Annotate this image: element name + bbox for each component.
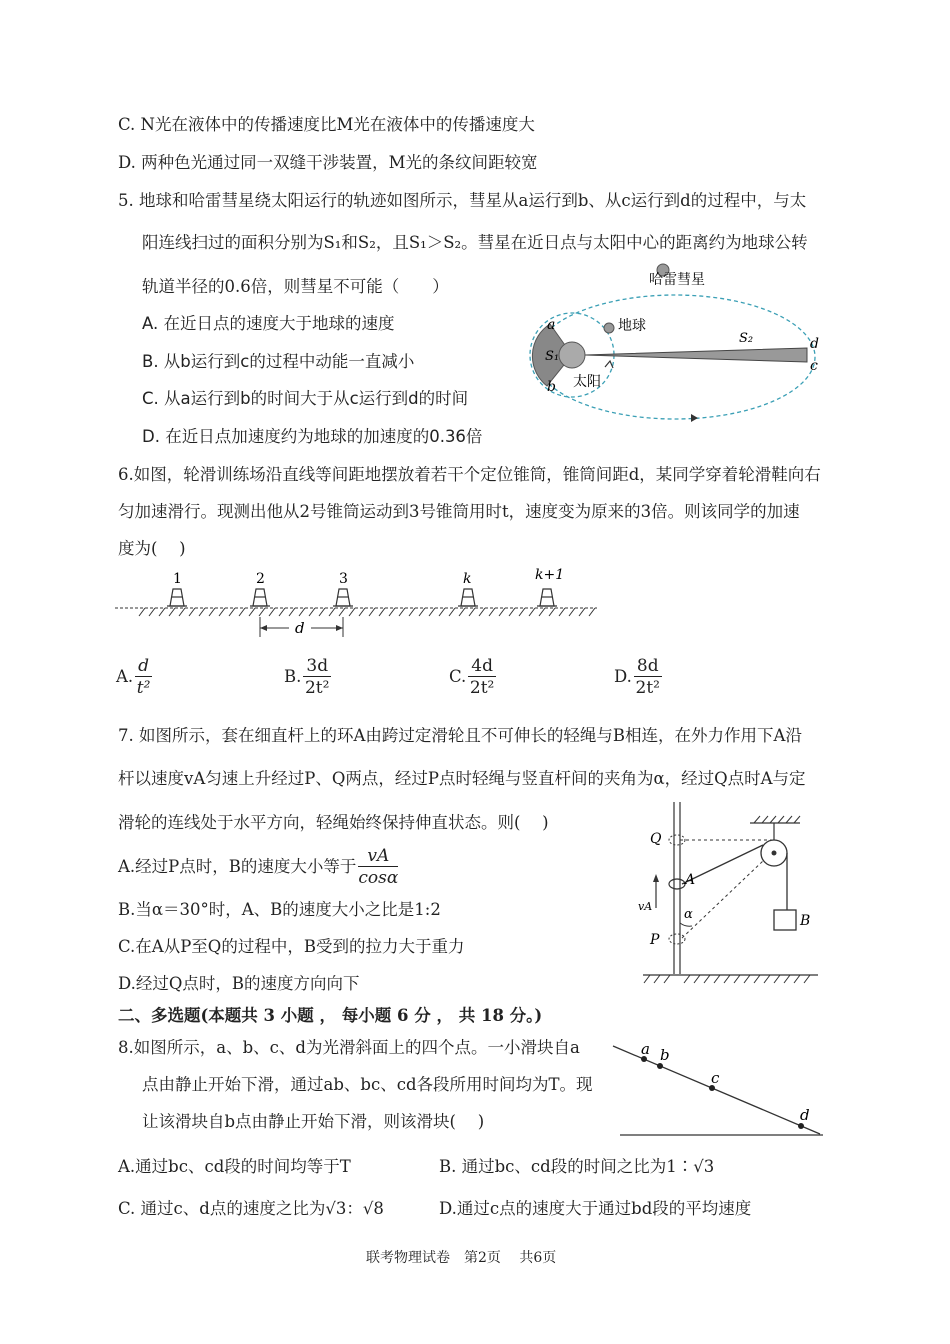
q6-option-b bbox=[284, 656, 331, 699]
point-q-label: Q bbox=[650, 831, 662, 847]
ring-p bbox=[669, 934, 685, 944]
ceiling-hatch bbox=[754, 816, 800, 823]
q5-option-b: B. 从b运行到c的过程中动能一直减小 bbox=[142, 352, 415, 371]
point-c-label: c bbox=[711, 1069, 720, 1087]
q6-option-b-den: 2t² bbox=[304, 678, 330, 698]
q7-stem-line1: 7. 如图所示，套在细直杆上的环A由跨过定滑轮且不可伸长的轻绳与B相连，在外力作用下A沿 bbox=[118, 726, 802, 745]
sun bbox=[559, 342, 585, 368]
comet-direction-arrow bbox=[691, 414, 698, 422]
cone-2-label: 2 bbox=[256, 571, 265, 587]
block-b-label: B bbox=[800, 913, 811, 929]
ring-a-label: A bbox=[685, 872, 696, 888]
q7-option-d: D.经过Q点时，B的速度方向向下 bbox=[118, 974, 360, 993]
velocity-label: vA bbox=[638, 900, 653, 913]
orbit-diagram bbox=[525, 262, 825, 422]
q7-option-a bbox=[118, 846, 398, 889]
q8-stem-line2: 点由静止开始下滑，通过ab、bc、cd各段所用时间均为T。现 bbox=[142, 1075, 593, 1094]
q6-option-c-num: 4d bbox=[468, 656, 496, 677]
incline-diagram bbox=[605, 1034, 830, 1144]
block-b bbox=[774, 910, 796, 930]
q6-option-a bbox=[116, 656, 152, 699]
alpha-arc bbox=[680, 923, 692, 926]
cone-k-label: k bbox=[463, 571, 472, 587]
s2-area bbox=[585, 348, 807, 362]
comet-label: 哈雷彗星 bbox=[649, 272, 705, 288]
q4-option-c: C. N光在液体中的传播速度比M光在液体中的传播速度大 bbox=[118, 115, 535, 134]
q5-stem-line1: 5. 地球和哈雷彗星绕太阳运行的轨迹如图所示，彗星从a运行到b、从c运行到d的过程中，与太 bbox=[118, 191, 807, 210]
point-a-label: a bbox=[641, 1040, 650, 1058]
point-d-label: d bbox=[810, 336, 819, 352]
q6-option-d bbox=[614, 656, 662, 699]
cone-k bbox=[458, 589, 478, 606]
distance-d-label: d bbox=[295, 619, 305, 637]
q5-option-d: D. 在近日点加速度约为地球的加速度的0.36倍 bbox=[142, 427, 483, 446]
q7-option-a-text: A.经过P点时，B的速度大小等于 bbox=[118, 857, 357, 876]
point-d-label: d bbox=[800, 1106, 810, 1124]
cone-k-plus-1 bbox=[537, 589, 557, 606]
point-b-label: b bbox=[547, 379, 556, 395]
q6-stem-line2: 匀加速滑行。现测出他从2号锥筒运动到3号锥筒用时t，速度变为原来的3倍。则该同学的加速 bbox=[118, 502, 800, 521]
q6-option-c-den: 2t² bbox=[469, 678, 495, 698]
q6-stem-line1: 6.如图，轮滑训练场沿直线等间距地摆放着若干个定位锥筒，锥筒间距d，某同学穿着轮滑鞋向右 bbox=[118, 465, 821, 484]
q6-option-c bbox=[449, 656, 496, 699]
earth-label: 地球 bbox=[618, 318, 646, 334]
pulley-diagram bbox=[638, 798, 828, 990]
q8-option-c: C. 通过c、d点的速度之比为√3：√8 bbox=[118, 1199, 384, 1218]
pulley-axle bbox=[772, 851, 777, 856]
q8-option-b: B. 通过bc、cd段的时间之比为1∶√3 bbox=[439, 1157, 715, 1176]
point-p-label: P bbox=[650, 932, 660, 948]
q8-option-d: D.通过c点的速度大于通过bd段的平均速度 bbox=[439, 1199, 752, 1218]
q6-option-a-den: t² bbox=[136, 678, 151, 698]
q8-option-a: A.通过bc、cd段的时间均等于T bbox=[118, 1157, 351, 1176]
point-a-label: a bbox=[547, 317, 556, 333]
s2-label: S₂ bbox=[739, 331, 754, 346]
page-footer: 联考物理试卷 第2页 共6页 bbox=[366, 1250, 557, 1266]
q7-option-c: C.在A从P至Q的过程中，B受到的拉力大于重力 bbox=[118, 937, 465, 956]
cone-1 bbox=[167, 589, 187, 606]
q6-option-b-num: 3d bbox=[303, 656, 331, 677]
q6-option-c-label: C. bbox=[449, 667, 467, 686]
q7-stem-line2: 杆以速度vA匀速上升经过P、Q两点，经过P点时轻绳与竖直杆间的夹角为α，经过Q点时A与定 bbox=[118, 769, 806, 788]
earth bbox=[604, 323, 614, 333]
point-c-label: c bbox=[810, 358, 818, 374]
alpha-label: α bbox=[684, 907, 693, 922]
q7-option-a-den: cosα bbox=[358, 868, 399, 888]
q6-option-b-label: B. bbox=[284, 667, 302, 686]
q6-option-d-num: 8d bbox=[634, 656, 662, 677]
q6-option-d-label: D. bbox=[614, 667, 632, 686]
q6-option-a-label: A. bbox=[116, 667, 134, 686]
cone-2 bbox=[250, 589, 270, 606]
q8-stem-line3: 让该滑块自b点由静止开始下滑，则该滑块( ) bbox=[142, 1112, 485, 1131]
q5-stem-line3: 轨道半径的0.6倍，则彗星不可能（ ） bbox=[142, 277, 449, 296]
cone-3-label: 3 bbox=[339, 571, 348, 587]
q7-stem-line3: 滑轮的连线处于水平方向，轻绳始终保持伸直状态。则( ) bbox=[118, 813, 549, 832]
q5-option-c: C. 从a运行到b的时间大于从c运行到d的时间 bbox=[142, 389, 469, 408]
q7-option-a-num: vA bbox=[358, 846, 398, 867]
q4-option-d: D. 两种色光通过同一双缝干涉装置，M光的条纹间距较宽 bbox=[118, 153, 538, 172]
point-b-label: b bbox=[660, 1046, 670, 1064]
sun-label: 太阳 bbox=[573, 374, 601, 390]
q7-option-b: B.当α＝30°时，A、B的速度大小之比是1:2 bbox=[118, 900, 441, 919]
cone-k1-label: k+1 bbox=[535, 567, 565, 583]
section-2-heading: 二、多选题(本题共 3 小题 ， 每小题 6 分 ， 共 18 分。) bbox=[118, 1006, 543, 1025]
q8-stem-line1: 8.如图所示，a、b、c、d为光滑斜面上的四个点。一小滑块自a bbox=[118, 1038, 580, 1057]
q6-option-a-num: d bbox=[135, 656, 152, 677]
ground-hatch bbox=[644, 975, 810, 983]
q5-stem-line2: 阳连线扫过的面积分别为S₁和S₂，且S₁＞S₂。彗星在近日点与太阳中心的距离约为地球公转 bbox=[142, 233, 808, 252]
q5-option-a: A. 在近日点的速度大于地球的速度 bbox=[142, 314, 395, 333]
cone-1-label: 1 bbox=[173, 571, 182, 587]
cone-3 bbox=[333, 589, 353, 606]
cones-diagram bbox=[115, 565, 600, 645]
ground-hatch bbox=[139, 608, 595, 616]
earth-direction-arrow bbox=[605, 361, 613, 368]
s1-label: S₁ bbox=[545, 349, 560, 364]
q6-option-d-den: 2t² bbox=[635, 678, 660, 698]
q6-stem-line3: 度为( ) bbox=[118, 539, 186, 558]
